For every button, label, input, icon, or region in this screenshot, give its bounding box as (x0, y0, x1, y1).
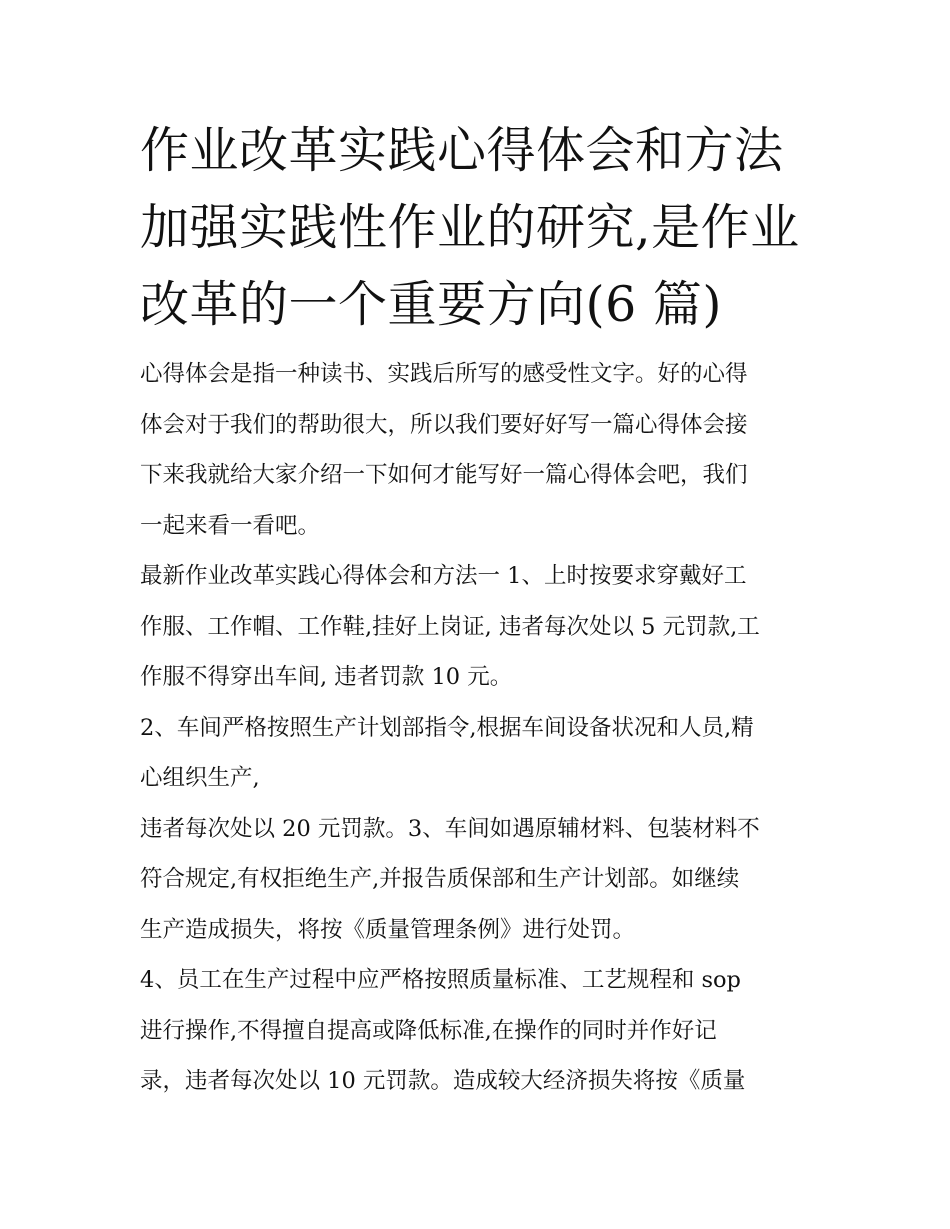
document-page (140, 112, 820, 1107)
paragraph-rule-4 (140, 955, 820, 1107)
text-line: 心得体会是指一种读书、实践后所写的感受性文字。好的心得 (140, 361, 748, 387)
paragraph-rule-2 (140, 703, 820, 804)
text-line: 作服、工作帽、工作鞋,挂好上岗证, 违者每次处以 5 元罚款,工 (140, 613, 760, 640)
title-line: 改革的一个重要方向(6 篇) (140, 276, 722, 333)
text-line: 最新作业改革实践心得体会和方法一 1、上时按要求穿戴好工 (140, 563, 747, 589)
paragraph-rule-1 (140, 551, 820, 703)
text-line: 录，违者每次处以 10 元罚款。造成较大经济损失将按《质量 (140, 1068, 746, 1094)
title-line: 加强实践性作业的研究,是作业 (140, 199, 800, 256)
text-line: 4、员工在生产过程中应严格按照质量标准、工艺规程和 sop (140, 967, 741, 993)
text-line: 违者每次处以 20 元罚款。3、车间如遇原辅材料、包装材料不 (140, 815, 760, 842)
text-line: 心组织生产, (140, 765, 260, 791)
text-line: 符合规定,有权拒绝生产,并报告质保部和生产计划部。如继续 (140, 866, 740, 892)
text-line: 体会对于我们的帮助很大，所以我们要好好写一篇心得体会接 (140, 411, 748, 438)
document-title (140, 112, 820, 343)
paragraph-rule-3 (140, 804, 820, 956)
text-line: 作服不得穿出车间, 违者罚款 10 元。 (140, 664, 513, 690)
text-line: 下来我就给大家介绍一下如何才能写好一篇心得体会吧，我们 (140, 462, 748, 488)
document-body (140, 349, 820, 1107)
title-line: 作业改革实践心得体会和方法 (140, 122, 784, 179)
text-line: 生产造成损失，将按《质量管理条例》进行处罚。 (140, 916, 636, 943)
paragraph-intro (140, 349, 820, 551)
text-line: 一起来看一看吧。 (140, 512, 321, 539)
text-line: 2、车间严格按照生产计划部指令,根据车间设备状况和人员,精 (140, 714, 754, 741)
text-line: 进行操作,不得擅自提高或降低标准,在操作的同时并作好记 (140, 1017, 717, 1044)
